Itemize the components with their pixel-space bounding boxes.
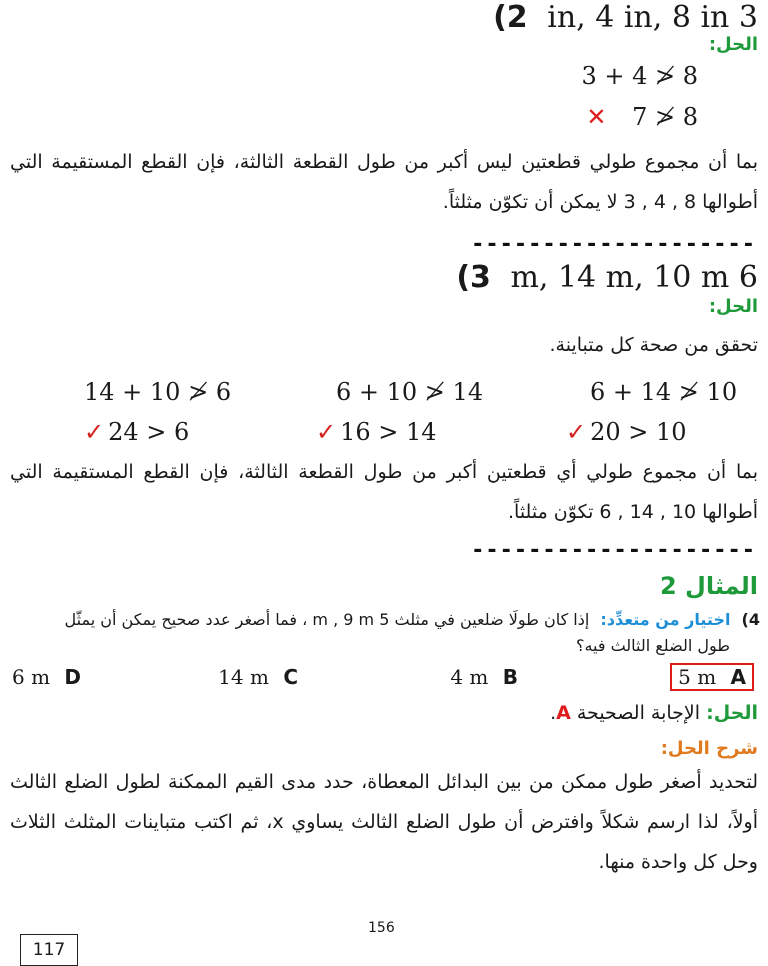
problem-3-instruction: تحقق من صحة كل متباينة. xyxy=(549,334,758,356)
problem-3-number: (3 xyxy=(456,260,491,295)
checkmark-icon: ✓ xyxy=(316,418,337,446)
option-c-value: 14 m xyxy=(218,665,269,689)
option-a-value: 5 m xyxy=(678,665,717,689)
page-number-center: 156 xyxy=(368,920,395,936)
inequality-col1-value: 24 > 6 xyxy=(108,418,190,446)
answer-text: الإجابة الصحيحة xyxy=(576,702,701,724)
divider-2: -------------------- xyxy=(471,538,756,563)
checkmark-icon: ✓ xyxy=(566,418,587,446)
question-type-label: اختيار من متعدِّد: xyxy=(600,610,731,629)
problem-3-explanation: بما أن مجموع طولي أي قطعتين أكبر من طول القطعة الثالثة، فإن القطع المستقيمة التي أطوالها 10 , 14 , 6 تكوّن مثلثاً. xyxy=(10,461,758,523)
inequality-col2-check: 6 + 10 ≯ 14 xyxy=(336,378,484,406)
option-d-value: 6 m xyxy=(12,665,51,689)
divider-1: -------------------- xyxy=(471,232,756,257)
answer-label: الحل: xyxy=(706,702,758,724)
option-b-value: 4 m xyxy=(450,665,489,689)
checkmark-icon: ✓ xyxy=(84,418,105,446)
question-line-1 xyxy=(65,610,761,629)
problem-2-explanation: بما أن مجموع طولي قطعتين ليس أكبر من طول القطعة الثالثة، فإن القطع المستقيمة التي أطوالها 8 , 4 , 3 لا يمكن أن تكوّن مثلثاً. xyxy=(10,151,758,213)
option-d-letter: D xyxy=(64,665,82,689)
problem-2-solution-label: الحل: xyxy=(708,34,758,55)
problem-2-result-value: 7 ≯ 8 xyxy=(632,103,698,131)
problem-2-heading xyxy=(493,0,758,35)
answer-line xyxy=(550,702,758,724)
inequality-col2-result xyxy=(316,418,437,446)
question-line-2: طول الضلع الثالث فيه؟ xyxy=(575,636,730,655)
option-d[interactable] xyxy=(12,665,81,689)
problem-3-heading xyxy=(456,260,758,295)
page-number-box: 117 xyxy=(20,934,78,966)
option-a-letter: A xyxy=(730,665,746,689)
option-c-letter: C xyxy=(283,665,298,689)
option-c[interactable] xyxy=(218,665,298,689)
option-b[interactable] xyxy=(450,665,518,689)
option-a[interactable] xyxy=(670,663,754,691)
problem-2-values: 3 in, 4 in, 8 in xyxy=(547,0,758,35)
option-b-letter: B xyxy=(502,665,518,689)
inequality-col3-value: 20 > 10 xyxy=(590,418,687,446)
inequality-col1-result xyxy=(84,418,189,446)
inequality-col3-result xyxy=(566,418,687,446)
inequality-col2-value: 16 > 14 xyxy=(340,418,437,446)
problem-2-inequality-check: 3 + 4 ≯ 8 xyxy=(581,62,698,90)
example-title: المثال 2 xyxy=(659,572,758,600)
problem-2-inequality-result xyxy=(586,103,698,131)
answer-letter: A xyxy=(556,702,571,724)
problem-3-solution-label: الحل: xyxy=(708,296,758,317)
question-number: 4) xyxy=(741,610,760,629)
inequality-col1-check: 14 + 10 ≯ 6 xyxy=(84,378,232,406)
problem-3-values: 6 m, 14 m, 10 m xyxy=(510,260,758,295)
problem-2-number: (2 xyxy=(493,0,528,35)
cross-icon: ✕ xyxy=(586,103,607,131)
question-text: إذا كان طولَا ضلعين في مثلث 5 m , 9 m ، فما أصغر عدد صحيح يمكن أن يمثّل xyxy=(64,610,590,629)
answer-end: . xyxy=(550,702,557,724)
explanation-label: شرح الحل: xyxy=(660,738,758,759)
explanation-text: لتحديد أصغر طول ممكن من بين البدائل المعطاة، حدد مدى القيم الممكنة لطول الضلع الثالث أولاً، لذا ارسم شكلاً وافترض أن طول الضلع الثالث يساوي x، ثم اكتب متباينات المثلث الثلاث وحل كل واحدة منها. xyxy=(10,771,758,873)
inequality-col3-check: 6 + 14 ≯ 10 xyxy=(590,378,738,406)
